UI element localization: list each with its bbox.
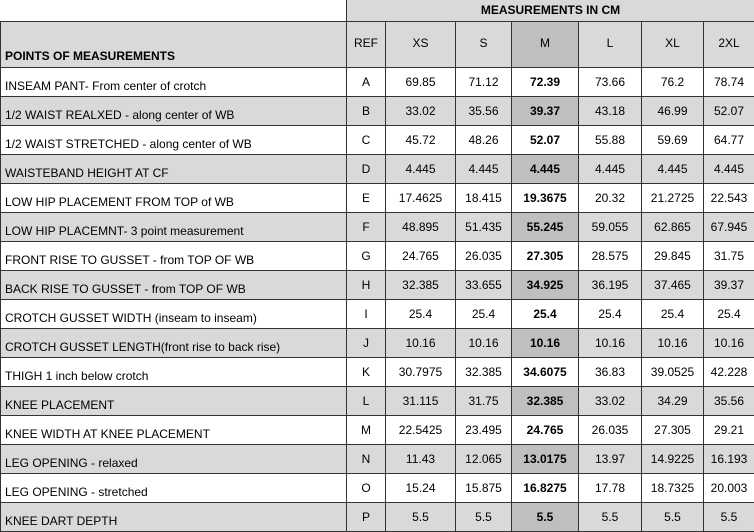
measurement-value: 48.895 — [386, 212, 456, 241]
measurement-value: 55.88 — [579, 125, 642, 154]
table-row — [1, 444, 754, 473]
measurement-value: 31.75 — [456, 386, 512, 415]
measurement-value: 14.9225 — [642, 444, 704, 473]
measurement-value: 72.39 — [512, 67, 579, 96]
measurement-value: 15.24 — [386, 473, 456, 502]
measurement-name: INSEAM PANT- From center of crotch — [1, 67, 347, 96]
measurement-value: 36.195 — [579, 270, 642, 299]
measurement-value: 35.56 — [704, 386, 754, 415]
measurement-value: 26.035 — [456, 241, 512, 270]
measurement-value: 27.305 — [512, 241, 579, 270]
table-row — [1, 473, 754, 502]
measurement-value: 4.445 — [386, 154, 456, 183]
measurement-value: 26.035 — [579, 415, 642, 444]
measurement-value: 4.445 — [704, 154, 754, 183]
measurement-value: 21.2725 — [642, 183, 704, 212]
measurement-value: 59.69 — [642, 125, 704, 154]
measurement-value: 29.845 — [642, 241, 704, 270]
measurement-value: 73.66 — [579, 67, 642, 96]
measurement-name: LEG OPENING - stretched — [1, 473, 347, 502]
measurement-value: 24.765 — [386, 241, 456, 270]
measurement-value: 17.4625 — [386, 183, 456, 212]
table-row — [1, 67, 754, 96]
measurement-value: 24.765 — [512, 415, 579, 444]
measurement-value: 34.925 — [512, 270, 579, 299]
measurement-value: 19.3675 — [512, 183, 579, 212]
table-row — [1, 241, 754, 270]
measurement-name: WAISTEBAND HEIGHT AT CF — [1, 154, 347, 183]
measurement-ref: I — [347, 299, 386, 328]
ref-header: REF — [347, 21, 386, 67]
size-header-m: M — [512, 21, 579, 67]
measurement-value: 16.8275 — [512, 473, 579, 502]
size-header-s: S — [456, 21, 512, 67]
measurement-value: 52.07 — [704, 96, 754, 125]
measurement-value: 46.99 — [642, 96, 704, 125]
measurement-name: FRONT RISE TO GUSSET - from TOP OF WB — [1, 241, 347, 270]
measurement-ref: B — [347, 96, 386, 125]
table-row — [1, 299, 754, 328]
measurement-name: KNEE WIDTH AT KNEE PLACEMENT — [1, 415, 347, 444]
measurement-ref: N — [347, 444, 386, 473]
table-row — [1, 96, 754, 125]
measurement-value: 5.5 — [386, 502, 456, 531]
measurement-value: 15.875 — [456, 473, 512, 502]
measurement-ref: D — [347, 154, 386, 183]
measurement-value: 25.4 — [512, 299, 579, 328]
measurement-value: 32.385 — [386, 270, 456, 299]
size-header-2xl: 2XL — [704, 21, 754, 67]
measurement-value: 4.445 — [579, 154, 642, 183]
measurement-ref: E — [347, 183, 386, 212]
measurement-ref: K — [347, 357, 386, 386]
measurement-name: KNEE PLACEMENT — [1, 386, 347, 415]
measurement-value: 64.77 — [704, 125, 754, 154]
measurement-value: 67.945 — [704, 212, 754, 241]
measurement-value: 25.4 — [456, 299, 512, 328]
measurement-value: 20.003 — [704, 473, 754, 502]
table-row — [1, 328, 754, 357]
measurement-value: 22.5425 — [386, 415, 456, 444]
measurement-value: 20.32 — [579, 183, 642, 212]
measurement-value: 52.07 — [512, 125, 579, 154]
measurement-name: BACK RISE TO GUSSET - from TOP OF WB — [1, 270, 347, 299]
measurement-value: 10.16 — [512, 328, 579, 357]
measurement-ref: H — [347, 270, 386, 299]
measurement-ref: F — [347, 212, 386, 241]
measurement-value: 5.5 — [642, 502, 704, 531]
table-row — [1, 415, 754, 444]
size-header-xl: XL — [642, 21, 704, 67]
table-row — [1, 212, 754, 241]
measurement-name: CROTCH GUSSET WIDTH (inseam to inseam) — [1, 299, 347, 328]
measurement-value: 71.12 — [456, 67, 512, 96]
table-row — [1, 183, 754, 212]
measurement-value: 76.2 — [642, 67, 704, 96]
measurement-value: 39.37 — [704, 270, 754, 299]
measurement-ref: M — [347, 415, 386, 444]
measurement-value: 13.0175 — [512, 444, 579, 473]
measurement-name: 1/2 WAIST STRETCHED - along center of WB — [1, 125, 347, 154]
measurement-value: 31.115 — [386, 386, 456, 415]
table-row — [1, 270, 754, 299]
measurement-value: 23.495 — [456, 415, 512, 444]
measurement-value: 10.16 — [642, 328, 704, 357]
measurement-value: 10.16 — [456, 328, 512, 357]
measurement-value: 22.543 — [704, 183, 754, 212]
measurement-value: 17.78 — [579, 473, 642, 502]
measurement-value: 59.055 — [579, 212, 642, 241]
measurements-title: MEASUREMENTS IN CM — [347, 0, 754, 21]
table-row — [1, 357, 754, 386]
measurement-value: 10.16 — [579, 328, 642, 357]
measurement-value: 69.85 — [386, 67, 456, 96]
measurement-value: 29.21 — [704, 415, 754, 444]
measurement-ref: C — [347, 125, 386, 154]
measurement-value: 33.655 — [456, 270, 512, 299]
measurement-value: 33.02 — [579, 386, 642, 415]
measurement-value: 10.16 — [386, 328, 456, 357]
measurement-value: 51.435 — [456, 212, 512, 241]
measurement-value: 18.7325 — [642, 473, 704, 502]
size-header-xs: XS — [386, 21, 456, 67]
measurement-name: 1/2 WAIST REALXED - along center of WB — [1, 96, 347, 125]
measurement-name: LOW HIP PLACEMNT- 3 point measurement — [1, 212, 347, 241]
table-row — [1, 125, 754, 154]
header-row — [1, 21, 754, 67]
measurement-value: 36.83 — [579, 357, 642, 386]
measurement-ref: L — [347, 386, 386, 415]
measurement-value: 27.305 — [642, 415, 704, 444]
measurement-name: KNEE DART DEPTH — [1, 502, 347, 531]
measurement-name: LOW HIP PLACEMENT FROM TOP of WB — [1, 183, 347, 212]
measurement-name: CROTCH GUSSET LENGTH(front rise to back rise) — [1, 328, 347, 357]
measurement-value: 4.445 — [456, 154, 512, 183]
blank-corner-cell — [1, 0, 347, 21]
measurement-value: 25.4 — [642, 299, 704, 328]
measurement-value: 31.75 — [704, 241, 754, 270]
measurement-value: 55.245 — [512, 212, 579, 241]
points-of-measurement-header: POINTS OF MEASUREMENTS — [1, 21, 347, 67]
measurement-name: THIGH 1 inch below crotch — [1, 357, 347, 386]
measurement-value: 5.5 — [456, 502, 512, 531]
measurement-value: 39.37 — [512, 96, 579, 125]
table-row — [1, 154, 754, 183]
measurement-value: 16.193 — [704, 444, 754, 473]
measurement-value: 5.5 — [579, 502, 642, 531]
measurement-value: 5.5 — [704, 502, 754, 531]
table-row — [1, 386, 754, 415]
measurement-ref: J — [347, 328, 386, 357]
measurement-value: 33.02 — [386, 96, 456, 125]
measurement-value: 32.385 — [512, 386, 579, 415]
measurement-value: 4.445 — [642, 154, 704, 183]
measurement-value: 34.6075 — [512, 357, 579, 386]
measurement-value: 12.065 — [456, 444, 512, 473]
measurement-value: 25.4 — [704, 299, 754, 328]
measurement-value: 39.0525 — [642, 357, 704, 386]
measurement-value: 42.228 — [704, 357, 754, 386]
measurement-value: 78.74 — [704, 67, 754, 96]
measurement-value: 48.26 — [456, 125, 512, 154]
measurement-value: 35.56 — [456, 96, 512, 125]
measurement-value: 18.415 — [456, 183, 512, 212]
measurement-ref: A — [347, 67, 386, 96]
measurement-value: 30.7975 — [386, 357, 456, 386]
measurement-ref: O — [347, 473, 386, 502]
title-row — [1, 0, 754, 21]
measurement-value: 28.575 — [579, 241, 642, 270]
measurement-ref: P — [347, 502, 386, 531]
measurement-value: 25.4 — [579, 299, 642, 328]
table-row — [1, 502, 754, 531]
measurement-value: 13.97 — [579, 444, 642, 473]
measurement-value: 45.72 — [386, 125, 456, 154]
measurement-value: 37.465 — [642, 270, 704, 299]
measurement-value: 62.865 — [642, 212, 704, 241]
measurement-value: 11.43 — [386, 444, 456, 473]
measurement-value: 5.5 — [512, 502, 579, 531]
measurement-value: 25.4 — [386, 299, 456, 328]
measurement-value: 10.16 — [704, 328, 754, 357]
measurement-value: 43.18 — [579, 96, 642, 125]
measurement-ref: G — [347, 241, 386, 270]
measurement-value: 34.29 — [642, 386, 704, 415]
measurement-value: 4.445 — [512, 154, 579, 183]
measurement-value: 32.385 — [456, 357, 512, 386]
measurement-name: LEG OPENING - relaxed — [1, 444, 347, 473]
size-header-l: L — [579, 21, 642, 67]
